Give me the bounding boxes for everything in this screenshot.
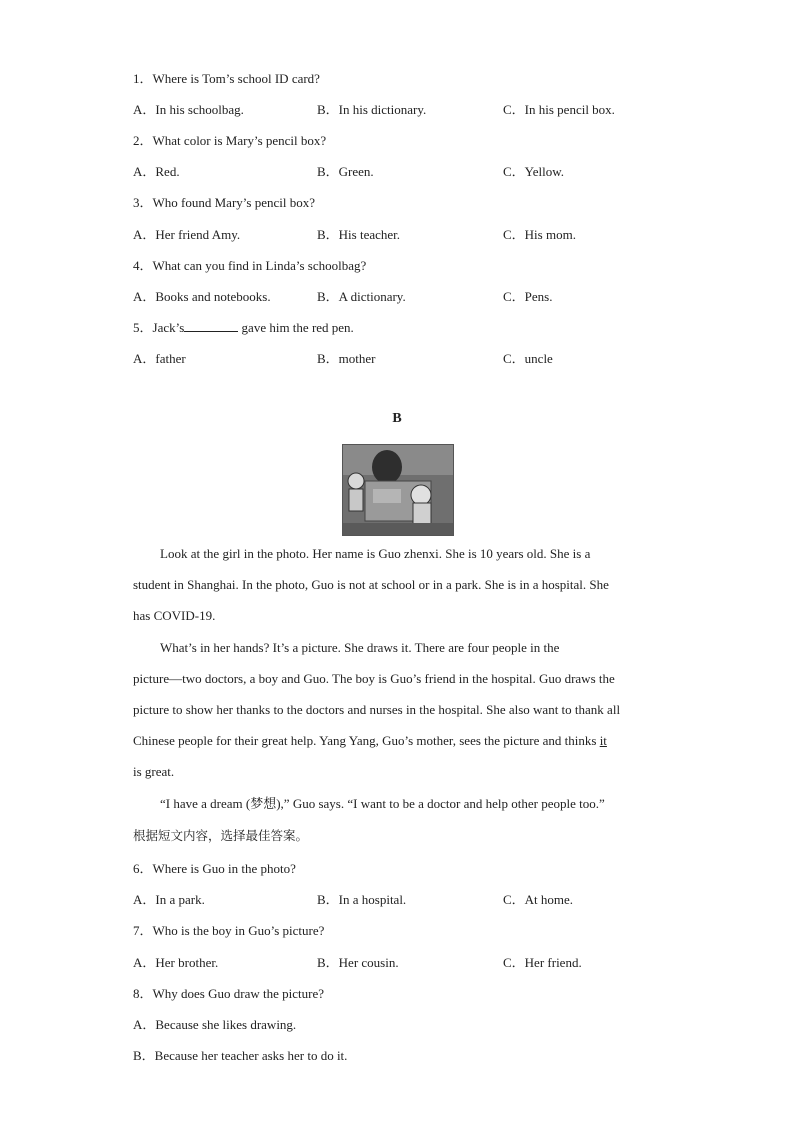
paragraph-1 xyxy=(133,538,663,631)
section-title: B xyxy=(392,411,402,426)
paragraph-line: student in Shanghai. In the photo, Guo is not at school or in a park. She is in a hospital. She xyxy=(133,577,609,592)
paragraph-line: “I have a dream (梦想),” Guo says. “I want to be a doctor and help other people too.” xyxy=(160,796,605,811)
question-number: 8． xyxy=(133,986,153,1001)
q4-option-b: B．A dictionary. xyxy=(317,289,406,304)
question-4 xyxy=(133,255,366,274)
question-3 xyxy=(133,192,315,211)
q6-option-c: C．At home. xyxy=(503,892,574,907)
question-number: 2． xyxy=(133,133,153,148)
q1-option-a: A．In his schoolbag. xyxy=(133,102,244,117)
question-number: 6． xyxy=(133,861,153,876)
question-8 xyxy=(133,983,324,1002)
question-1 xyxy=(133,68,320,87)
photo-girl-with-drawing xyxy=(342,444,454,536)
question-text: Who found Mary’s pencil box? xyxy=(152,195,315,210)
q2-option-b: B．Green. xyxy=(317,164,374,179)
question-number: 5． xyxy=(133,320,153,335)
paragraph-line: has COVID-19. xyxy=(133,608,216,623)
q1-option-b: B．In his dictionary. xyxy=(317,102,427,117)
question-number: 7． xyxy=(133,923,153,938)
question-text: What color is Mary’s pencil box? xyxy=(152,133,327,148)
instruction: 根据短文内容，选择最佳答案。 xyxy=(133,828,309,843)
q4-option-a: A．Books and notebooks. xyxy=(133,289,271,304)
question-text-after: gave him the red pen. xyxy=(238,320,354,335)
question-number: 3． xyxy=(133,195,153,210)
paragraph-line: Look at the girl in the photo. Her name is Guo zhenxi. She is 10 years old. She is a xyxy=(160,546,591,561)
question-2 xyxy=(133,130,326,149)
q8-option-b: B．Because her teacher asks her to do it. xyxy=(133,1048,348,1063)
q5-option-a: A．father xyxy=(133,351,186,366)
q8-option-a: A．Because she likes drawing. xyxy=(133,1017,297,1032)
q5-option-b: B．mother xyxy=(317,351,376,366)
question-text-before: Jack’s xyxy=(152,320,185,335)
q6-option-b: B．In a hospital. xyxy=(317,892,407,907)
question-text: Why does Guo draw the picture? xyxy=(152,986,324,1001)
q7-option-b: B．Her cousin. xyxy=(317,955,399,970)
question-number: 1． xyxy=(133,71,153,86)
photo-illustration xyxy=(343,445,453,535)
paragraph-3 xyxy=(133,788,663,819)
q6-option-a: A．In a park. xyxy=(133,892,205,907)
q1-option-c: C．In his pencil box. xyxy=(503,102,615,117)
question-7 xyxy=(133,920,324,939)
answer-blank[interactable] xyxy=(184,320,238,332)
paragraph-line: What’s in her hands? It’s a picture. She draws it. There are four people in the xyxy=(160,640,560,655)
question-text: Who is the boy in Guo’s picture? xyxy=(152,923,325,938)
q3-option-a: A．Her friend Amy. xyxy=(133,227,241,242)
q7-option-c: C．Her friend. xyxy=(503,955,582,970)
question-6 xyxy=(133,858,296,877)
underlined-word: it xyxy=(599,733,607,748)
q3-option-b: B．His teacher. xyxy=(317,227,401,242)
paragraph-line-text: Chinese people for their great help. Yang Yang, Guo’s mother, sees the picture and thinks xyxy=(133,733,600,748)
paragraph-line: picture—two doctors, a boy and Guo. The boy is Guo’s friend in the hospital. Guo draws the xyxy=(133,671,615,686)
question-number: 4． xyxy=(133,258,153,273)
paragraph-line xyxy=(133,725,663,756)
q4-option-c: C．Pens. xyxy=(503,289,553,304)
question-text: What can you find in Linda’s schoolbag? xyxy=(152,258,367,273)
q3-option-c: C．His mom. xyxy=(503,227,576,242)
paragraph-2 xyxy=(133,632,663,787)
paragraph-line: picture to show her thanks to the doctors and nurses in the hospital. She also want to thank all xyxy=(133,702,621,717)
q2-option-a: A．Red. xyxy=(133,164,180,179)
question-text: Where is Tom’s school ID card? xyxy=(152,71,320,86)
paragraph-line: is great. xyxy=(133,764,175,779)
q5-option-c: C．uncle xyxy=(503,351,553,366)
question-text: Where is Guo in the photo? xyxy=(152,861,296,876)
question-5 xyxy=(133,317,354,336)
q7-option-a: A．Her brother. xyxy=(133,955,219,970)
q2-option-c: C．Yellow. xyxy=(503,164,565,179)
